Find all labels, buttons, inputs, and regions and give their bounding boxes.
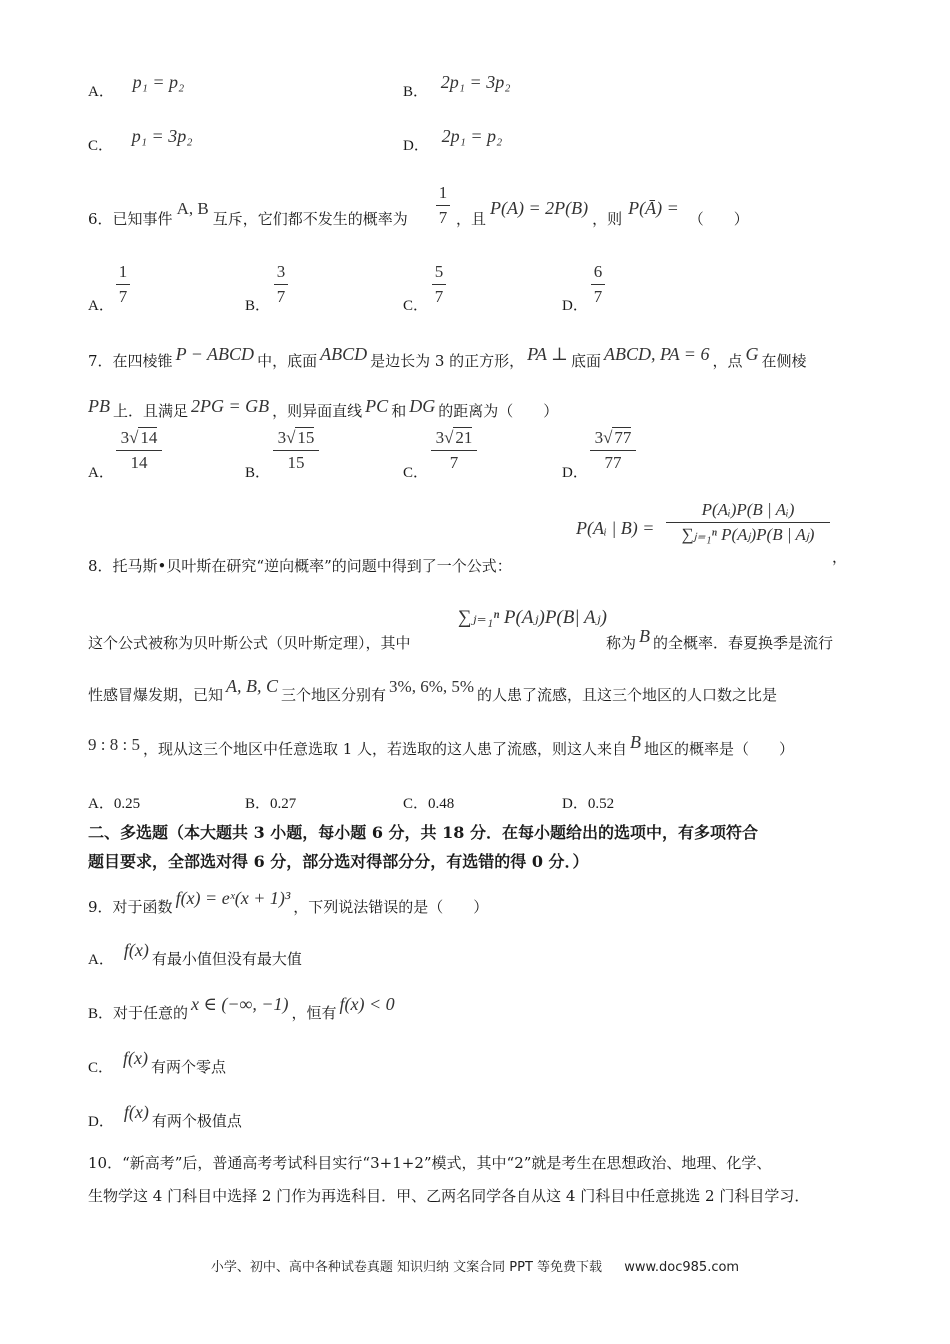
q6-option-a (88, 294, 114, 315)
radicand: 77 (614, 428, 632, 447)
option-label: D． (562, 465, 588, 481)
option-label: C． (403, 796, 429, 812)
q9-option-b (88, 994, 398, 1023)
q7-option-c-frac: 3√ 21 7 (431, 428, 477, 473)
q8-stem-line2-cont (606, 626, 834, 653)
edge-expr: PB (88, 396, 110, 416)
option-label: A． (88, 952, 114, 968)
question-number: 8． (88, 557, 113, 575)
fraction-denominator: 7 (434, 287, 444, 306)
stem-text: 和 (391, 402, 407, 420)
base-expr: ABCD (320, 344, 368, 364)
option-value: 0.48 (428, 796, 455, 812)
option-label: D． (562, 298, 588, 314)
fraction-numerator: 5 (434, 262, 444, 281)
option-label: B． (88, 1006, 114, 1022)
q6-stem (88, 199, 408, 229)
fraction-denominator: 7 (438, 208, 448, 227)
option-expr: 2p₁ = 3p₂ (440, 72, 511, 92)
perp-expr: PA ⊥ (527, 344, 568, 364)
q6-option-c (403, 294, 428, 315)
option-label: A． (88, 796, 114, 812)
q10-stem-line2: 生物学这 4 门科目中选择 2 门作为再选科目．甲、乙两名同学各自从这 4 门科目中任意挑选 2 门科目学习． (88, 1187, 810, 1205)
ask-expr: P(Ā) = (628, 198, 679, 218)
question-number: 7． (88, 352, 113, 370)
q8-stem-line2 (88, 632, 411, 653)
fraction-denominator: 7 (593, 287, 603, 306)
option-label: C． (88, 138, 114, 154)
coefficient: 3 (435, 428, 445, 447)
fraction-denominator: 7 (449, 453, 459, 472)
stem-text: ，则 (592, 210, 623, 228)
rates-expr: 3%, 6%, 5% (389, 677, 475, 696)
stem-text: 称为 (606, 634, 637, 652)
option-text: 有最小值但没有最大值 (151, 950, 302, 968)
q10-stem-line1: 10．“新高考”后，普通高考考试科目实行“3+1+2”模式，其中“2”就是考生在思想政治、地理、化学、 (88, 1154, 772, 1172)
option-label: C． (88, 1060, 114, 1076)
fraction-denominator: 14 (130, 453, 148, 472)
q6-option-d (562, 294, 588, 315)
stem-text: ，点 (712, 352, 743, 370)
option-expr: f(x) (123, 1102, 149, 1122)
option-label: A． (88, 84, 114, 100)
q6-option-b-frac (274, 262, 288, 307)
question-number: 6． (88, 210, 113, 228)
answer-paren: （ ） (688, 210, 749, 228)
point-expr: G (745, 344, 759, 364)
option-expr: 2p₁ = p₂ (441, 126, 503, 146)
q6-option-b (245, 294, 270, 315)
q8-stem-line3 (88, 676, 778, 705)
q7-option-d-frac: 3√ 77 77 (590, 428, 636, 473)
q9-stem (88, 888, 489, 917)
option-expr: f(x) < 0 (339, 994, 395, 1014)
total-probability-sum (458, 606, 607, 629)
q9-option-c (88, 1048, 227, 1077)
radicand: 21 (455, 428, 473, 447)
fraction-denominator: 7 (118, 287, 128, 306)
q9-option-d (88, 1102, 242, 1131)
radicand: 15 (297, 428, 315, 447)
option-expr: x ∈ (−∞, −1) (191, 994, 289, 1014)
stem-text: 性感冒爆发期，已知 (88, 686, 224, 704)
q5-option-a (88, 72, 185, 101)
option-expr: p₁ = 3p₂ (131, 126, 193, 146)
option-label: B． (245, 796, 271, 812)
q7-stem-line2 (88, 396, 559, 421)
question-number: 9． (88, 898, 113, 916)
stem-text: 在侧棱 (761, 352, 807, 370)
stem-text: 三个地区分别有 (281, 686, 387, 704)
option-expr: p₁ = p₂ (132, 72, 185, 92)
option-text: 有两个极值点 (151, 1112, 242, 1130)
footer-link[interactable]: www.doc985.com (624, 1260, 740, 1275)
option-label: D． (403, 138, 429, 154)
q7-option-c (403, 461, 428, 482)
option-value: 0.52 (587, 796, 615, 812)
stem-text: 这个公式被称为贝叶斯公式（贝叶斯定理），其中 (88, 634, 411, 652)
option-label: B． (245, 465, 271, 481)
comma: ， (832, 548, 848, 566)
events-expr: A, B (176, 199, 209, 218)
section-heading-line2: 题目要求，全部选对得 6 分，部分选对得部分分，有选错的得 0 分．） (88, 852, 589, 871)
event-b-expr: B (630, 732, 642, 752)
fraction-numerator: 1 (438, 183, 448, 202)
line1-expr: PC (365, 396, 389, 416)
option-label: C． (403, 465, 429, 481)
fraction-numerator: 3 (276, 262, 286, 281)
option-label: D． (88, 1114, 114, 1130)
stem-text: 地区的概率是（ ） (644, 740, 795, 758)
q5-option-c (88, 126, 193, 155)
q6-stem-cont (456, 198, 749, 229)
option-value: 0.27 (270, 796, 297, 812)
function-expr: f(x) = eˣ(x + 1)³ (175, 888, 291, 908)
option-value: 0.25 (113, 796, 141, 812)
q8-option-c (403, 792, 454, 813)
q5-option-d (403, 126, 503, 155)
q7-option-d (562, 461, 588, 482)
stem-text: 的距离为（ ） (438, 402, 559, 420)
q6-option-c-frac (432, 262, 446, 307)
stem-text: 的全概率．春夏换季是流行 (653, 634, 834, 652)
stem-text: ，则异面直线 (272, 402, 363, 420)
q7-option-a-frac: 3√ 14 14 (116, 428, 162, 473)
solid-expr: P − ABCD (175, 344, 255, 364)
fraction-numerator: 6 (593, 262, 603, 281)
stem-text: 上．且满足 (113, 402, 189, 420)
option-label: A． (88, 298, 114, 314)
q6-fraction (436, 183, 450, 228)
relation-expr: 2PG = GB (191, 396, 270, 416)
stem-text: ，现从这三个地区中任意选取 1 人，若选取的这人患了流感，则这人来自 (142, 740, 628, 758)
q7-option-b (245, 461, 270, 482)
q8-stem-line4 (88, 732, 795, 759)
stem-text: ，且 (456, 210, 487, 228)
q7-stem-line1 (88, 344, 807, 371)
radicand: 14 (140, 428, 158, 447)
q6-option-a-frac (116, 262, 130, 307)
option-expr: f(x) (123, 1048, 148, 1068)
option-label: A． (88, 465, 114, 481)
fraction-denominator: 77 (604, 453, 622, 472)
condition-expr: ABCD, PA = 6 (603, 344, 710, 364)
q6-option-d-frac (591, 262, 605, 307)
stem-text: 底面 (570, 352, 601, 370)
q8-option-b (245, 792, 296, 813)
option-expr: f(x) (123, 940, 149, 960)
q8-option-a (88, 792, 140, 813)
formula-lhs: P(Aᵢ | B) = (576, 518, 655, 538)
formula-numerator: P(Aᵢ)P(B | Aᵢ) (701, 500, 795, 519)
regions-expr: A, B, C (226, 676, 279, 696)
section-heading-line1: 二、多选题（本大题共 3 小题，每小题 6 分，共 18 分．在每小题给出的选项中，有多项符合 (88, 823, 758, 842)
option-text: 有两个零点 (151, 1058, 227, 1076)
q8-stem-line1 (88, 555, 512, 576)
q8-option-d (562, 792, 614, 813)
page-footer (0, 1256, 950, 1275)
option-label: B． (245, 298, 271, 314)
formula-denominator: ∑ⱼ₌₁ⁿ P(Aⱼ)P(B | Aⱼ) (681, 525, 815, 544)
stem-text: ，下列说法错误的是（ ） (293, 898, 489, 916)
coefficient: 3 (594, 428, 604, 447)
footer-text: 小学、初中、高中各种试卷真题 知识归纳 文案合同 PPT 等免费下载 (210, 1260, 603, 1275)
stem-text: 的人患了流感，且这三个地区的人口数之比是 (477, 686, 778, 704)
option-label: D． (562, 796, 588, 812)
option-label: B． (403, 84, 429, 100)
bayes-formula-fraction (666, 500, 830, 545)
q7-option-a (88, 461, 114, 482)
stem-text: 中，底面 (257, 352, 318, 370)
option-text: ，恒有 (291, 1004, 337, 1022)
stem-text: 已知事件 (112, 210, 173, 228)
stem-text: 托马斯•贝叶斯在研究“逆向概率”的问题中得到了一个公式： (112, 557, 512, 575)
q5-option-b (403, 72, 511, 101)
event-b-expr: B (639, 626, 651, 646)
formula-comma (832, 546, 847, 567)
q7-option-b-frac: 3√ 15 15 (273, 428, 319, 473)
fraction-denominator: 15 (287, 453, 305, 472)
coefficient: 3 (120, 428, 130, 447)
ratio-expr: 9 : 8 : 5 (88, 735, 140, 754)
line2-expr: DG (409, 396, 436, 416)
q9-option-a (88, 940, 302, 969)
stem-text: 在四棱锥 (112, 352, 173, 370)
condition-expr: P(A) = 2P(B) (490, 198, 589, 218)
fraction-denominator: 7 (276, 287, 286, 306)
stem-text: 互斥，它们都不发生的概率为 (212, 210, 408, 228)
coefficient: 3 (277, 428, 287, 447)
bayes-formula-lhs (576, 518, 654, 539)
sum-expr: ∑ⱼ₌₁ⁿ P(Aⱼ)P(B| Aⱼ) (458, 607, 607, 628)
fraction-numerator: 1 (118, 262, 128, 281)
stem-text: 是边长为 3 的正方形， (370, 352, 525, 370)
option-text: 对于任意的 (113, 1004, 189, 1022)
stem-text: 对于函数 (112, 898, 173, 916)
option-label: C． (403, 298, 429, 314)
